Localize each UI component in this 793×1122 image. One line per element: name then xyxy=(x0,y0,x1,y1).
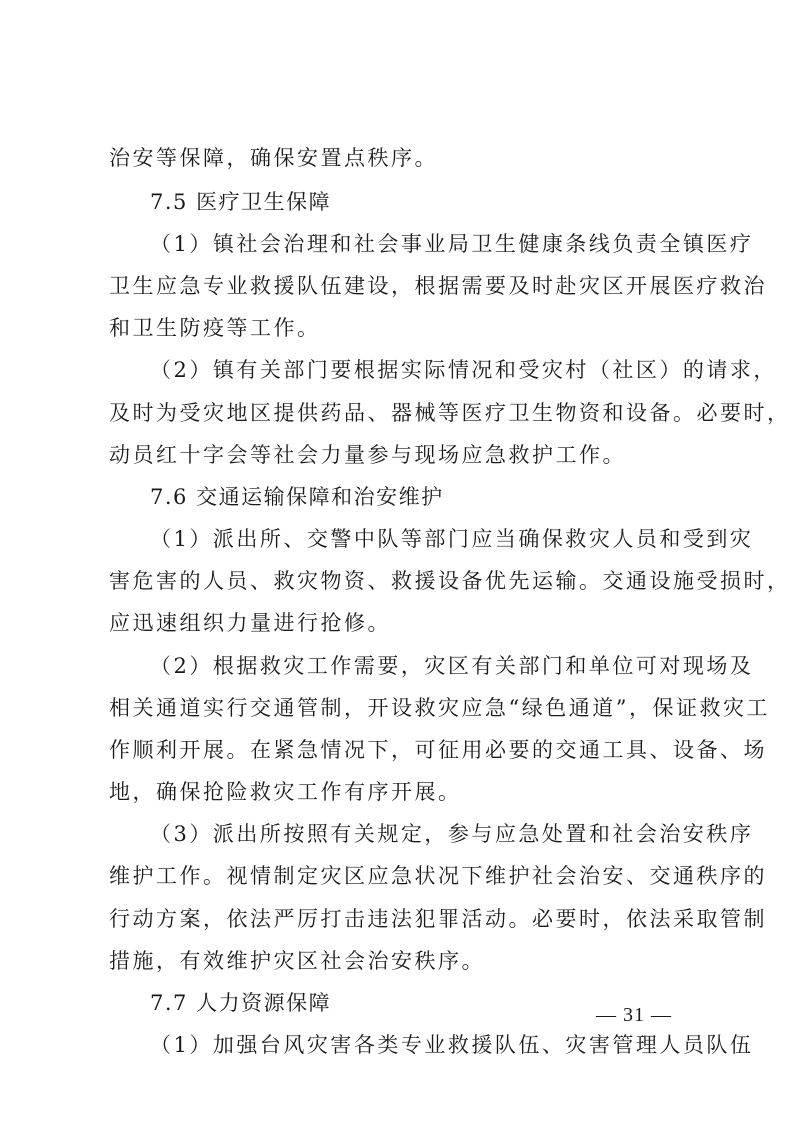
paragraph-line: 应迅速组织力量进行抢修。 xyxy=(109,611,391,635)
paragraph-line: 维护工作。视情制定灾区应急状况下维护社会治安、交通秩序的 xyxy=(109,864,767,888)
paragraph-line: （2）镇有关部门要根据实际情况和受灾村（社区）的请求， xyxy=(150,358,777,382)
paragraph-line: 及时为受灾地区提供药品、器械等医疗卫生物资和设备。必要时， xyxy=(109,401,791,425)
body-text-line: 治安等保障，确保安置点秩序。 xyxy=(109,146,438,170)
paragraph-line: 地，确保抢险救灾工作有序开展。 xyxy=(109,780,462,804)
page-number: — 31 — xyxy=(596,1004,672,1026)
paragraph-line: 行动方案，依法严厉打击违法犯罪活动。必要时，依法采取管制 xyxy=(109,907,767,931)
paragraph-line: （1）加强台风灾害各类专业救援队伍、灾害管理人员队伍 xyxy=(150,1033,754,1057)
paragraph-line: 作顺利开展。在紧急情况下，可征用必要的交通工具、设备、场 xyxy=(109,738,767,762)
paragraph-line: 和卫生防疫等工作。 xyxy=(109,316,321,340)
paragraph-line: 害危害的人员、救灾物资、救援设备优先运输。交通设施受损时， xyxy=(109,569,791,593)
paragraph-line: （2）根据救灾工作需要，灾区有关部门和单位可对现场及 xyxy=(150,654,754,678)
section-heading-7-5: 7.5 医疗卫生保障 xyxy=(150,190,332,214)
section-heading-7-6: 7.6 交通运输保障和治安维护 xyxy=(150,485,444,509)
paragraph-line: （1）镇社会治理和社会事业局卫生健康条线负责全镇医疗 xyxy=(150,232,754,256)
paragraph-line: （3）派出所按照有关规定，参与应急处置和社会治安秩序 xyxy=(150,822,754,846)
paragraph-line: 措施，有效维护灾区社会治安秩序。 xyxy=(109,949,485,973)
paragraph-line: 相关通道实行交通管制，开设救灾应急“绿色通道”，保证救灾工 xyxy=(109,696,770,720)
paragraph-line: 动员红十字会等社会力量参与现场应急救护工作。 xyxy=(109,443,626,467)
section-heading-7-7: 7.7 人力资源保障 xyxy=(150,991,332,1015)
paragraph-line: （1）派出所、交警中队等部门应当确保救灾人员和受到灾 xyxy=(150,527,754,551)
paragraph-line: 卫生应急专业救援队伍建设，根据需要及时赴灾区开展医疗救治 xyxy=(109,274,767,298)
